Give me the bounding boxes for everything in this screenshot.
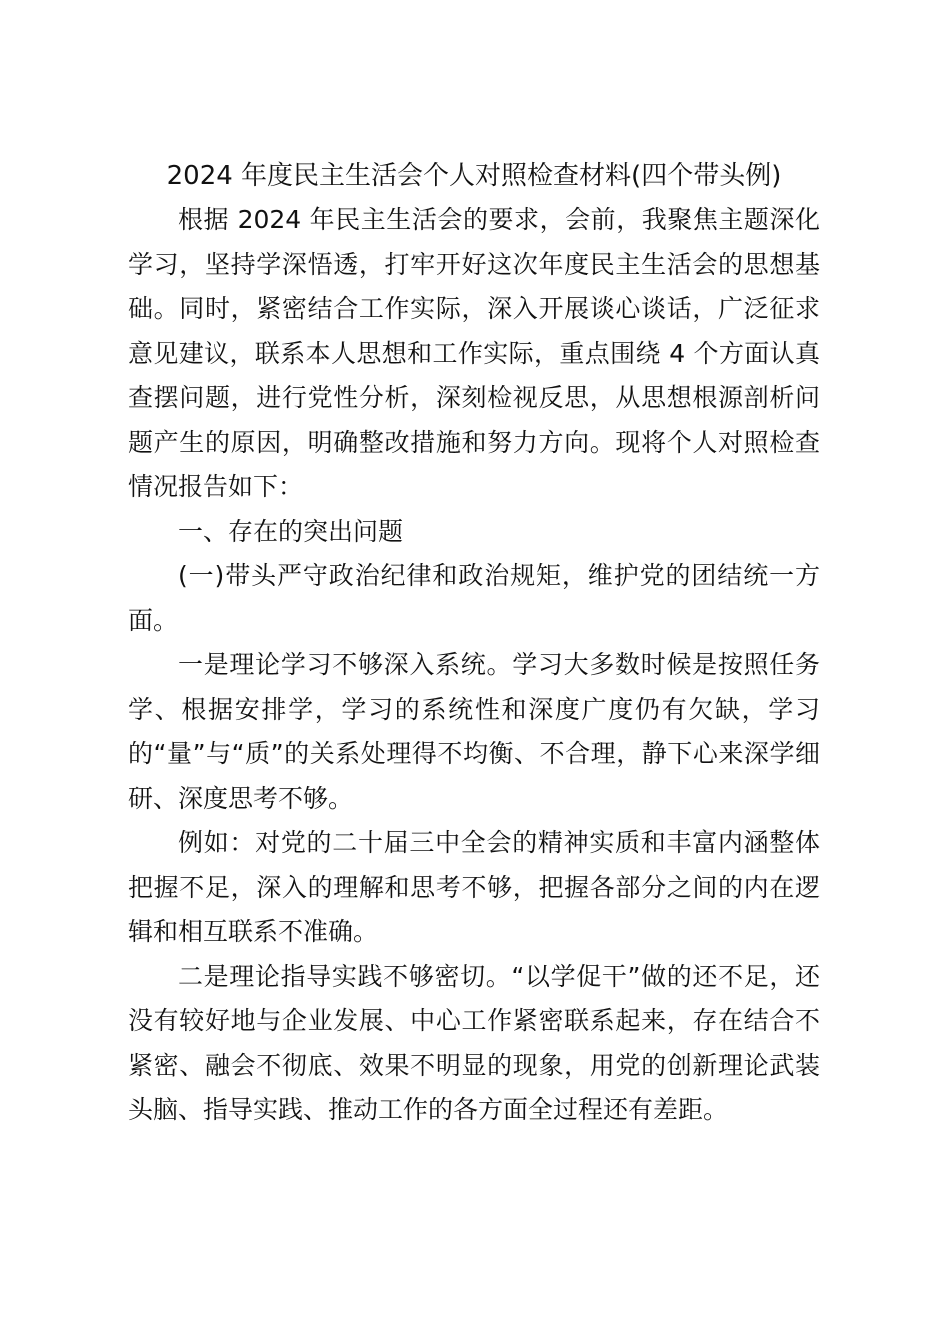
section-heading-problems: 一、存在的突出问题 bbox=[178, 516, 404, 546]
document-body bbox=[128, 154, 820, 1133]
point-one-paragraph: 一是理论学习不够深入系统。学习大多数时候是按照任务学、根据安排学，学习的系统性和深度广度仍有欠缺，学习的“量”与“质”的关系处理得不均衡、不合理，静下心来深学细研、深度思考不够。 bbox=[128, 650, 820, 813]
document-title: 2024 年度民主生活会个人对照检查材料(四个带头例) bbox=[166, 161, 782, 191]
subsection-heading-discipline: (一)带头严守政治纪律和政治规矩，维护党的团结统一方面。 bbox=[128, 561, 820, 635]
intro-paragraph: 根据 2024 年民主生活会的要求，会前，我聚焦主题深化学习，坚持学深悟透，打牢开好这次年度民主生活会的思想基础。同时，紧密结合工作实际，深入开展谈心谈话，广泛征求意见建议，联系本人思想和工作实际，重点围绕 4 个方面认真查摆问题，进行党性分析，深刻检视反思，从思想根源剖析问题产生的原因，明确整改措施和努力方向。现将个人对照检查情况报告如下： bbox=[128, 205, 820, 501]
point-two-paragraph: 二是理论指导实践不够密切。“以学促干”做的还不足，还没有较好地与企业发展、中心工作紧密联系起来，存在结合不紧密、融会不彻底、效果不明显的现象，用党的创新理论武装头脑、指导实践、推动工作的各方面全过程还有差距。 bbox=[128, 961, 820, 1124]
example-paragraph: 例如：对党的二十届三中全会的精神实质和丰富内涵整体把握不足，深入的理解和思考不够，把握各部分之间的内在逻辑和相互联系不准确。 bbox=[128, 828, 820, 946]
